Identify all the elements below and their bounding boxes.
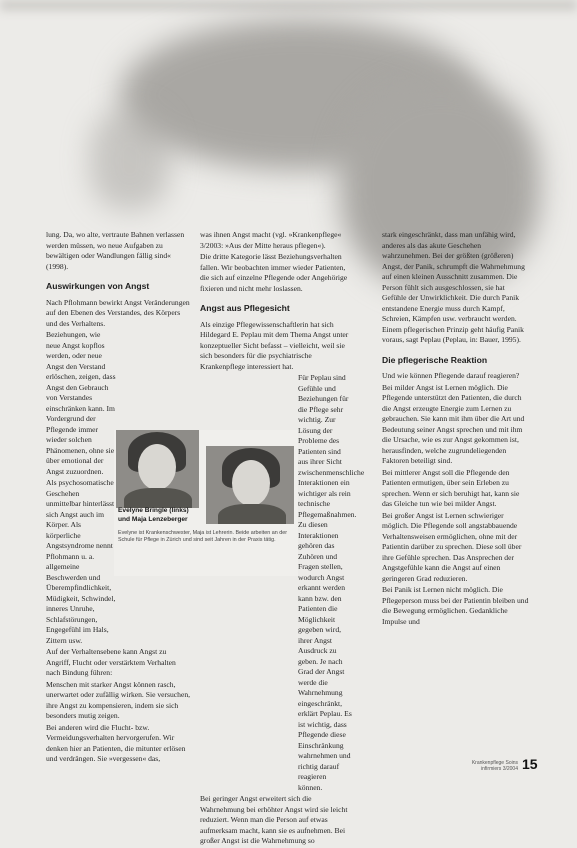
journal-name: Krankenpflege Soins infirmiers 3/2004: [471, 760, 518, 772]
paragraph: Bei geringer Angst erweitert sich die Wahrnehmung bei erhöhter Angst wird sie leicht reduziert. Wenn man die Person auf etwas aufmerksam macht, kann sie es aufnehmen. Bei großer Angst ist die Wahrnehmung so: [200, 794, 348, 845]
column-3: [382, 230, 530, 628]
paragraph: Bei mittlerer Angst soll die Pflegende den Patienten ermutigen, über sein Erleben zu sprechen. Wenn er sich beruhigt hat, kann sie das Gleiche tun wie bei milder Angst.: [382, 467, 520, 508]
photo-evelyne-bringle: [116, 430, 199, 508]
paragraph: was ihnen Angst macht (vgl. »Krankenpflege« 3/2003: »Aus der Mitte heraus pflegen«).: [200, 230, 342, 250]
background-shadow: [0, 0, 577, 10]
photo-names: [118, 506, 189, 524]
paragraph: Beziehungen, wie neue Angst kopflos werden, oder neue Angst den Verstand erlöschen, zeigen, dass Angst den Gebrauch von Verstandes einschränken kann. Im Vordergrund der Pflegende immer wieder solchen Phänomenen, ohne sie über emotional der Angst zuzuordnen.: [46, 330, 116, 476]
paragraph: Bei milder Angst ist Lernen möglich. Die Pflegende unterstützt den Patienten, die durch die Angst erzeugte Energie zum Lernen zu gebrauchen. Sie kann mit ihm über die Art und Bedeutung seiner Angst sprechen und mit ihm die Ursache, wie es zur Angst gekommen ist, herausfinden, welche zugrundeliegenden Faktoren beteiligt sind.: [382, 382, 525, 465]
paragraph: Auf der Verhaltensebene kann Angst zu Angriff, Flucht oder verstärktem Verhalten nach Bindung führen:: [46, 647, 176, 677]
paragraph: Und wie können Pflegende darauf reagieren?: [382, 371, 520, 380]
photo-maja-lenzeberger: [206, 446, 294, 524]
background-shadow: [90, 110, 170, 210]
paragraph: Als psychosomatische Geschehen unmittelbar hinterlässt sich Angst auch im Körper. Als körperliche Angstsyndrome nennt Pflohmann u. a. allgemeine Beschwerden und Überempfindlichkeit, Müdigkeit, Schwindel, inneres Unruhe, Schlafstörungen, Engegefühl im Hals, Zittern usw.: [46, 478, 116, 645]
paragraph: Bei großer Angst ist Lernen schwieriger möglich. Die Pflegende soll angstabbauende Verhaltensweisen ermöglichen, ohne mit der Patientin darüber zu sprechen. Diese soll über ihre Gefühle sprechen. Das Ansprechen der Angstgefühle kann die Angst auf einen geringeren Grad reduzieren.: [382, 510, 522, 583]
paragraph: lung. Da, wo alte, vertraute Bahnen verlassen werden müssen, wo neue Aufgaben zu bewältigen oder Wandlungen fällig sind« (1998).: [46, 230, 185, 271]
author-photos: [114, 430, 298, 576]
bullet-item: Bei anderen wird die Flucht- bzw. Vermeidungsverhalten hervorgerufen. Wir denken hier an Patienten, die mitunter erlösen und verdrängen. Sie »vergessen« das,: [46, 722, 186, 763]
bullet-item: Menschen mit starker Angst können rasch, unerwartet oder zufällig wirken. Sie versuchen, ihre Angst zu kompensieren, indem sie sich besonders mutig zeigen.: [46, 679, 191, 720]
page-number: 15: [522, 756, 538, 772]
paragraph: stark eingeschränkt, dass man unfähig wird, anderes als das akute Geschehen wahrzunehmen. Bei der größten (größeren) Angst, der Panik, schrumpft die Wahrnehmung auf einen kleinen Ausschnitt zusammen. Die Person fühlt sich ausgeschlossen, sie hat Gefühle der Unwirklichkeit. Die durch Panik entstandene Energie muss durch Kampf, Schreien, Kämpfen usw. verbraucht werden. Einem pflegerischen Prinzip geht häufig Panik voraus, sagt Peplau (Peplau, in: Bauer, 1995).: [382, 230, 525, 344]
paragraph: Die dritte Kategorie lässt Beziehungsverhalten fallen. Wir beobachten immer wieder Patienten, die sich auf einzelne Pflegende oder Angehörige fixieren und nicht mehr loslassen.: [200, 252, 348, 293]
photo-caption: Evelyne ist Krankenschwester, Maja ist Lehrerin. Beide arbeiten an der Schule für Pflege in Zürich und sind seit Jahren in der Praxis tätig.: [118, 530, 287, 543]
section-heading: Die pflegerische Reaktion: [382, 354, 488, 365]
paragraph: Für Peplau sind Gefühle und Beziehungen für die Pflege sehr wichtig. Zur Lösung der Probleme des Patienten sind aus ihrer Sicht zwischenmenschliche Interaktionen ein wichtiger als rein technische Pflegemaßnahmen. Zu diesen Interaktionen gehören das Zuhören und Fragen stellen, wodurch Angst erkannt werden kann bzw. den Patienten die Möglichkeit gegeben wird, ihrer Angst Ausdruck zu geben. Je nach Grad der Angst werde die Wahrnehmung eingeschränkt, erklärt Peplau. Es ist wichtig, dass Pflegende diese Einschränkung wahrnehmen und richtig darauf reagieren können.: [298, 373, 365, 792]
photo-name-1: Evelyne Bringle (links): [118, 507, 189, 514]
section-heading: Auswirkungen von Angst: [46, 281, 150, 291]
photo-name-2: und Maja Lenzeberger: [118, 516, 188, 523]
section-heading: Angst aus Pflegesicht: [200, 303, 290, 313]
paragraph: Als einzige Pflegewissenschaftlerin hat sich Hildegard E. Peplau mit dem Thema Angst unter konzeptueller Sicht befasst – vielleicht, weil sie sich besonders für die psychiatrische Krankenpflege interessiert hat.: [200, 319, 349, 371]
paragraph: Nach Pflohmann bewirkt Angst Veränderungen auf den Ebenen des Verstandes, des Körpers und des Verhaltens.: [46, 297, 190, 328]
paragraph: Bei Panik ist Lernen nicht möglich. Die Pflegeperson muss bei der Patientin bleiben und die Bewegung ermöglichen. Gedankliche Impulse und: [382, 585, 529, 626]
